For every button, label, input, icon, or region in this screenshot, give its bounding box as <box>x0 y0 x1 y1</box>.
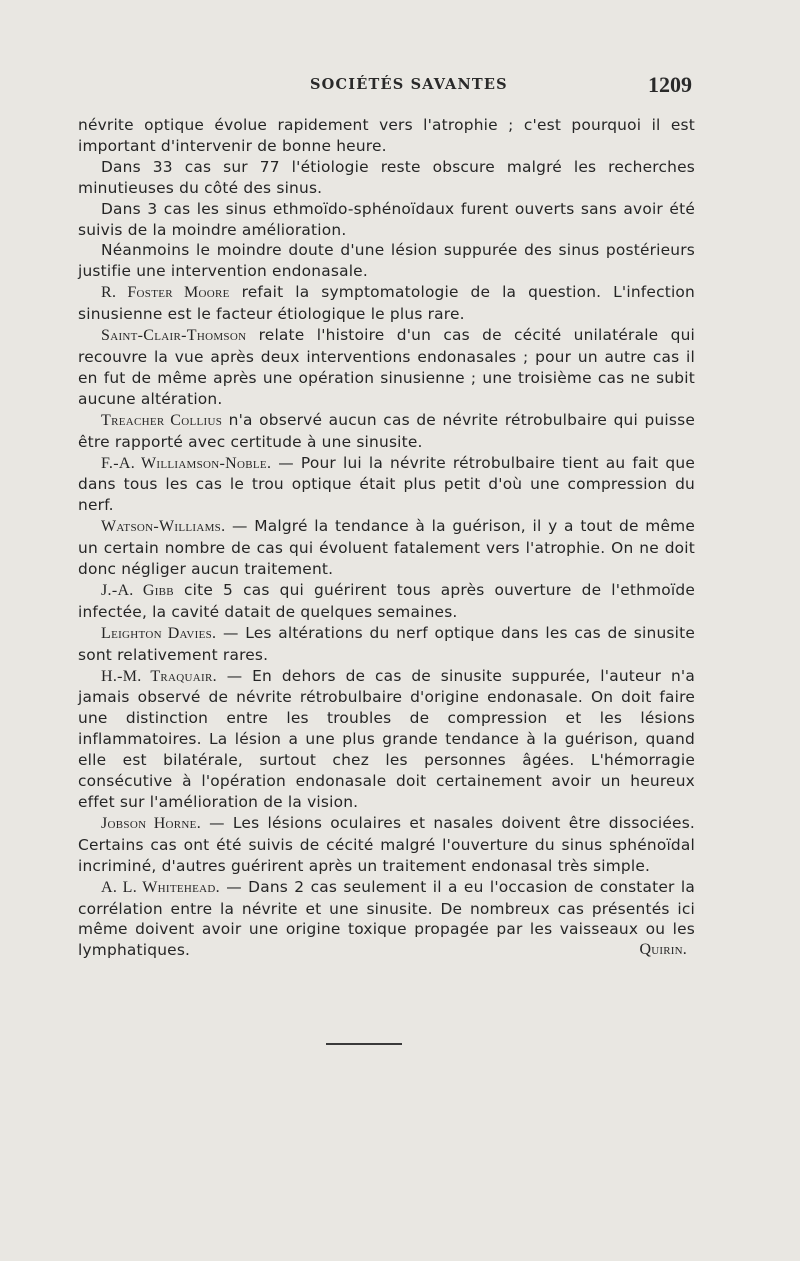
paragraph-12 <box>78 666 695 813</box>
speaker-name: Jobson Horne. <box>101 814 201 832</box>
paragraph-text: cite 5 cas qui guérirent tous après ouverture de l'ethmoïde infectée, la cavité datait de quelques semaines. <box>78 580 695 621</box>
speaker-name: Leighton Davies. <box>101 624 217 642</box>
section-title: SOCIÉTÉS SAVANTES <box>310 76 508 93</box>
speaker-name: Treacher Collius <box>101 411 223 429</box>
paragraph-text: — Pour lui la névrite rétrobulbaire tient au fait que dans tous les cas le trou optique était plus petit d'où une compression du nerf. <box>78 453 696 515</box>
speaker-name: F.-A. Williamson-Noble. <box>101 454 272 472</box>
paragraph-11 <box>78 623 695 666</box>
end-rule <box>326 1043 402 1045</box>
paragraph-text: — Dans 2 cas seulement il a eu l'occasion de constater la corrélation entre la névrite et une sinusite. De nombreux cas présentés ici même doivent avoir une origine toxique propagée par les vaisseaux ou les lymphatiques. <box>78 877 695 960</box>
speaker-name: R. Foster Moore <box>101 284 230 302</box>
paragraph-text: — Malgré la tendance à la guérison, il y a tout de même un certain nombre de cas qui évoluent fatalement vers l'atrophie. On ne doit donc négliger aucun traitement. <box>78 517 695 579</box>
paragraph-text: n'a observé aucun cas de névrite rétrobulbaire qui puisse être rapporté avec certitude à une sinusite. <box>78 410 695 451</box>
paragraph-9 <box>78 516 695 580</box>
paragraph-text: — Les altérations du nerf optique dans les cas de sinusite sont relativement rares. <box>78 623 696 664</box>
speaker-name: Watson-Williams. <box>101 518 226 536</box>
running-header <box>0 74 800 98</box>
paragraph-10 <box>78 580 695 623</box>
paragraph-text: refait la symptomatologie de la question. L'infection sinusienne est le facteur étiologique le plus rare. <box>78 283 696 324</box>
speaker-name: H.-M. Traquair. <box>101 667 217 685</box>
body-text <box>78 115 695 961</box>
paragraph-5 <box>78 282 695 325</box>
page-number: 1209 <box>648 72 692 97</box>
paragraph-2 <box>78 157 695 199</box>
paragraph-14 <box>78 877 695 962</box>
paragraph-6 <box>78 325 695 410</box>
paragraph-3 <box>78 199 695 241</box>
author-signature: Quirin. <box>639 941 687 959</box>
speaker-name: J.-A. Gibb <box>101 581 174 599</box>
paragraph-text: — Les lésions oculaires et nasales doivent être dissociées. Certains cas ont été suivis de cécité malgré l'ouverture du sinus sphénoïdal incriminé, d'autres guérirent après un traitement endonasal très simple. <box>78 813 696 875</box>
paragraph-13 <box>78 813 695 877</box>
paragraph-text: névrite optique évolue rapidement vers l'atrophie ; c'est pourquoi il est important d'intervenir de bonne heure. <box>78 116 695 155</box>
paragraph-text: Dans 3 cas les sinus ethmoïdo-sphénoïdaux furent ouverts sans avoir été suivis de la moindre amélioration. <box>78 199 695 239</box>
paragraph-text: — En dehors de cas de sinusite suppurée, l'auteur n'a jamais observé de névrite rétrobulbaire d'origine endonasale. On doit faire une distinction entre les troubles de compression et les lésions inflammatoires. La lésion a une plus grande tendance à la guérison, quand elle est bilatérale, surtout chez les personnes âgées. L'hémorragie consécutive à l'opération endonasale doit certainement avoir un heureux effet sur l'amélioration de la vision. <box>78 666 695 811</box>
speaker-name: Saint-Clair-Thomson <box>101 327 247 345</box>
paragraph-1 <box>78 115 695 157</box>
paragraph-4 <box>78 240 695 282</box>
paragraph-8 <box>78 453 695 517</box>
speaker-name: A. L. Whitehead. <box>101 878 220 896</box>
paragraph-text: Néanmoins le moindre doute d'une lésion suppurée des sinus postérieurs justifie une intervention endonasale. <box>78 241 695 281</box>
paragraph-7 <box>78 410 695 453</box>
paragraph-text: Dans 33 cas sur 77 l'étiologie reste obscure malgré les recherches minutieuses du côté des sinus. <box>78 157 695 197</box>
paragraph-text: relate l'histoire d'un cas de cécité unilatérale qui recouvre la vue après deux interventions endonasales ; pour un autre cas il en fut de même après une opération sinusienne ; une troisième cas ne subit aucune altération. <box>78 326 696 408</box>
